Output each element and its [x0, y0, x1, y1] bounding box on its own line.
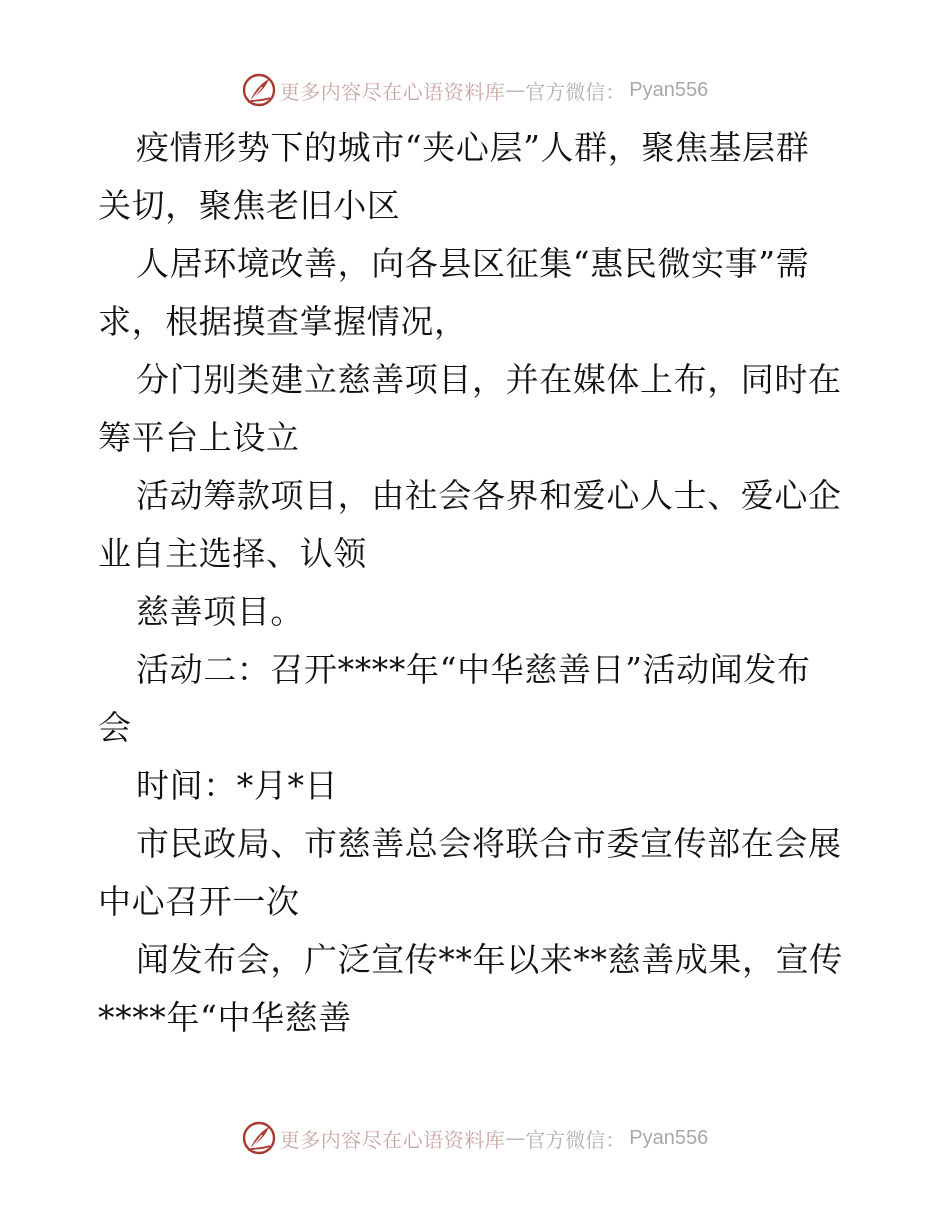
- body-line: 时间：*月*日: [136, 766, 339, 805]
- body-line: 闻发布会，广泛宣传**年以来**慈善成果，宣传: [136, 940, 843, 979]
- body-line: 筹平台上设立: [98, 418, 300, 457]
- body-line: ****年“中华慈善: [98, 998, 352, 1037]
- body-line: 慈善项目。: [136, 592, 304, 631]
- body-line: 活动筹款项目，由社会各界和爱心人士、爱心企: [136, 476, 842, 515]
- body-line: 市民政局、市慈善总会将联合市委宣传部在会展: [136, 824, 842, 863]
- body-line: 分门别类建立慈善项目，并在媒体上布，同时在: [136, 360, 842, 399]
- body-line: 中心召开一次: [98, 882, 300, 921]
- watermark-wechat-label: 官方微信：: [525, 1127, 626, 1152]
- watermark-wechat-id: Pyan556: [629, 78, 709, 101]
- quill-pen-logo-icon: [242, 1121, 276, 1155]
- footer-watermark: [0, 1118, 950, 1158]
- header-watermark: [0, 70, 950, 110]
- body-line: 业自主选择、认领: [98, 534, 367, 573]
- body-line: 疫情形势下的城市“夹心层”人群，聚焦基层群: [136, 128, 810, 167]
- watermark-site-name: 更多内容尽在心语资料库: [279, 79, 506, 104]
- body-line: 会: [98, 708, 132, 747]
- watermark-wechat-label: 官方微信：: [525, 79, 626, 104]
- body-line: 求，根据摸查掌握情况，: [98, 302, 468, 341]
- watermark-separator: —: [505, 78, 526, 102]
- document-body: [98, 119, 858, 1047]
- quill-pen-logo-icon: [242, 73, 276, 107]
- watermark-site-name: 更多内容尽在心语资料库: [279, 1127, 506, 1152]
- watermark-wechat-id: Pyan556: [629, 1126, 709, 1149]
- body-line: 人居环境改善，向各县区征集“惠民微实事”需: [136, 244, 810, 283]
- watermark-separator: —: [505, 1126, 526, 1150]
- body-line: 活动二：召开****年“中华慈善日”活动闻发布: [136, 650, 811, 689]
- body-line: 关切，聚焦老旧小区: [98, 186, 401, 225]
